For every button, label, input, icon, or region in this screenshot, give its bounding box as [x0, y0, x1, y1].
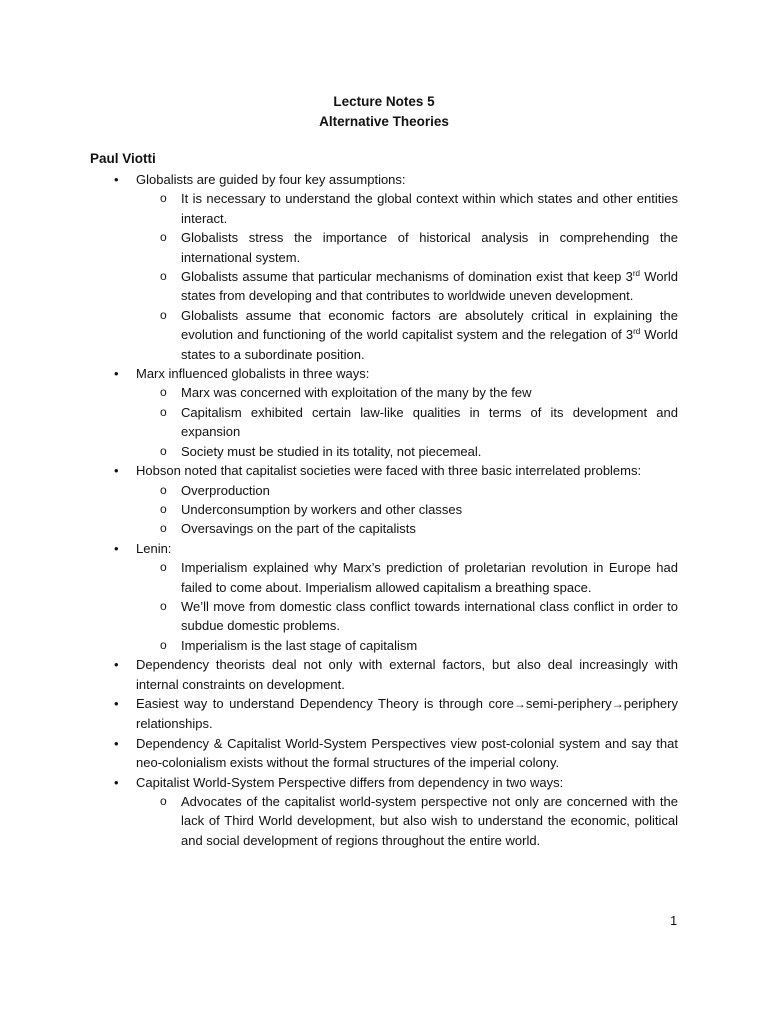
title-block [0, 92, 768, 132]
text-fragment: Easiest way to understand Dependency Theory is through core [136, 695, 514, 711]
sub-list-item-text: Underconsumption by workers and other classes [181, 501, 463, 517]
text-fragment: World states from developing and that contributes to worldwide uneven development. [181, 269, 679, 304]
sub-list-item-text: Globalists stress the importance of historical analysis in comprehending the international system. [181, 230, 678, 265]
author-heading: Paul Viotti [90, 151, 156, 166]
sub-list-item-text: It is necessary to understand the global context within which states and other entities interact. [181, 191, 678, 226]
sub-list-item [136, 189, 678, 228]
text-fragment: semi-periphery [525, 695, 612, 711]
bullet-icon: • [114, 774, 119, 790]
sub-list-item-text [181, 308, 678, 362]
sub-bullet-icon: o [160, 482, 167, 497]
list-item [90, 461, 678, 539]
sub-bullet-icon: o [160, 560, 167, 575]
sub-list-item-text [181, 269, 678, 303]
sub-list-item [136, 383, 678, 402]
sub-bullet-icon: o [160, 794, 167, 808]
sub-bullet-icon: o [160, 191, 167, 206]
sub-list-item [136, 636, 678, 655]
sub-list-item-text: Marx was concerned with exploitation of the many by the few [181, 385, 532, 401]
bullet-icon: • [114, 657, 119, 673]
page-number: 1 [670, 913, 678, 928]
list-item-text: Dependency theorists deal not only with external factors, but also deal increasingly with internal constraints on development. [136, 657, 678, 692]
sub-list-item [136, 442, 678, 461]
list-item [90, 734, 678, 773]
sub-list [136, 792, 678, 850]
bullet-icon: • [114, 695, 119, 711]
text-fragment: periphery relationships. [136, 695, 678, 732]
list-item [90, 539, 678, 655]
sub-list-item [136, 519, 678, 538]
notes-body [90, 170, 678, 850]
document-subtitle: Alternative Theories [319, 114, 449, 129]
sub-list [136, 558, 678, 655]
sub-list-item-text: Capitalism exhibited certain law-like qualities in terms of its development and expansion [181, 404, 678, 440]
sub-bullet-icon: o [160, 521, 167, 536]
list-item [90, 364, 678, 461]
bullet-list [90, 170, 678, 850]
document-title: Lecture Notes 5 [333, 94, 435, 109]
sub-list-item-text: Society must be studied in its totality, not piecemeal. [181, 443, 482, 459]
sub-list [136, 189, 678, 364]
sub-bullet-icon: o [160, 385, 167, 400]
sub-list-item-text: We’ll move from domestic class conflict towards international class conflict in order to subdue domestic problems. [181, 598, 678, 634]
bullet-icon: • [114, 735, 119, 751]
sub-list-item [136, 500, 678, 519]
sub-list-item [136, 792, 678, 850]
sub-list-item [136, 481, 678, 500]
sub-bullet-icon: o [160, 598, 167, 613]
list-item [90, 170, 678, 364]
sub-bullet-icon: o [160, 501, 167, 516]
sub-list-item [136, 306, 678, 364]
text-fragment: World states to a subordinate position. [181, 327, 678, 362]
bullet-icon: • [114, 540, 119, 556]
sub-bullet-icon: o [160, 230, 167, 245]
text-fragment: Globalists assume that economic factors are absolutely critical in explaining the evolution and functioning of the world capitalist system and the relegation of 3 [181, 307, 678, 343]
superscript: rd [633, 327, 641, 337]
sub-list-item [136, 558, 678, 597]
list-item-text [136, 696, 678, 731]
sub-list-item-text: Imperialism is the last stage of capitalism [181, 637, 418, 653]
list-item [90, 773, 678, 851]
list-item-text: Lenin: [136, 540, 172, 556]
sub-list-item [136, 267, 678, 306]
sub-list-item [136, 403, 678, 442]
sub-list-item-text: Advocates of the capitalist world-system perspective not only are concerned with the lack of Third World development, but also wish to understand the economic, political and social development of regions throughout the entire world. [181, 794, 678, 848]
list-item-text: Dependency & Capitalist World-System Perspectives view post-colonial system and say that neo-colonialism exists without the formal structures of the imperial colony. [136, 735, 678, 771]
text-fragment: Globalists assume that particular mechanisms of domination exist that keep 3 [181, 269, 633, 285]
sub-list-item [136, 597, 678, 636]
list-item [90, 694, 678, 734]
sub-list-item-text: Oversavings on the part of the capitalists [181, 521, 416, 537]
sub-list-item [136, 228, 678, 267]
list-item [90, 655, 678, 694]
bullet-icon: • [114, 366, 119, 382]
right-arrow-icon: → [611, 696, 624, 711]
list-item-text: Globalists are guided by four key assumptions: [136, 172, 406, 187]
sub-bullet-icon: o [160, 307, 167, 322]
sub-list-item-text: Imperialism explained why Marx’s prediction of proletarian revolution in Europe had failed to come about. Imperialism allowed capitalism a breathing space. [181, 560, 678, 595]
bullet-icon: • [114, 172, 119, 187]
bullet-icon: • [114, 463, 119, 479]
list-item-text: Capitalist World-System Perspective differs from dependency in two ways: [136, 774, 564, 790]
sub-list-item-text: Overproduction [181, 482, 270, 498]
sub-bullet-icon: o [160, 637, 167, 652]
sub-bullet-icon: o [160, 269, 167, 284]
superscript: rd [632, 269, 640, 279]
sub-list [136, 481, 678, 539]
right-arrow-icon: → [513, 696, 526, 711]
sub-bullet-icon: o [160, 443, 167, 458]
sub-bullet-icon: o [160, 404, 167, 419]
list-item-text: Hobson noted that capitalist societies were faced with three basic interrelated problems: [136, 463, 642, 479]
sub-list [136, 383, 678, 461]
list-item-text: Marx influenced globalists in three ways: [136, 366, 370, 382]
